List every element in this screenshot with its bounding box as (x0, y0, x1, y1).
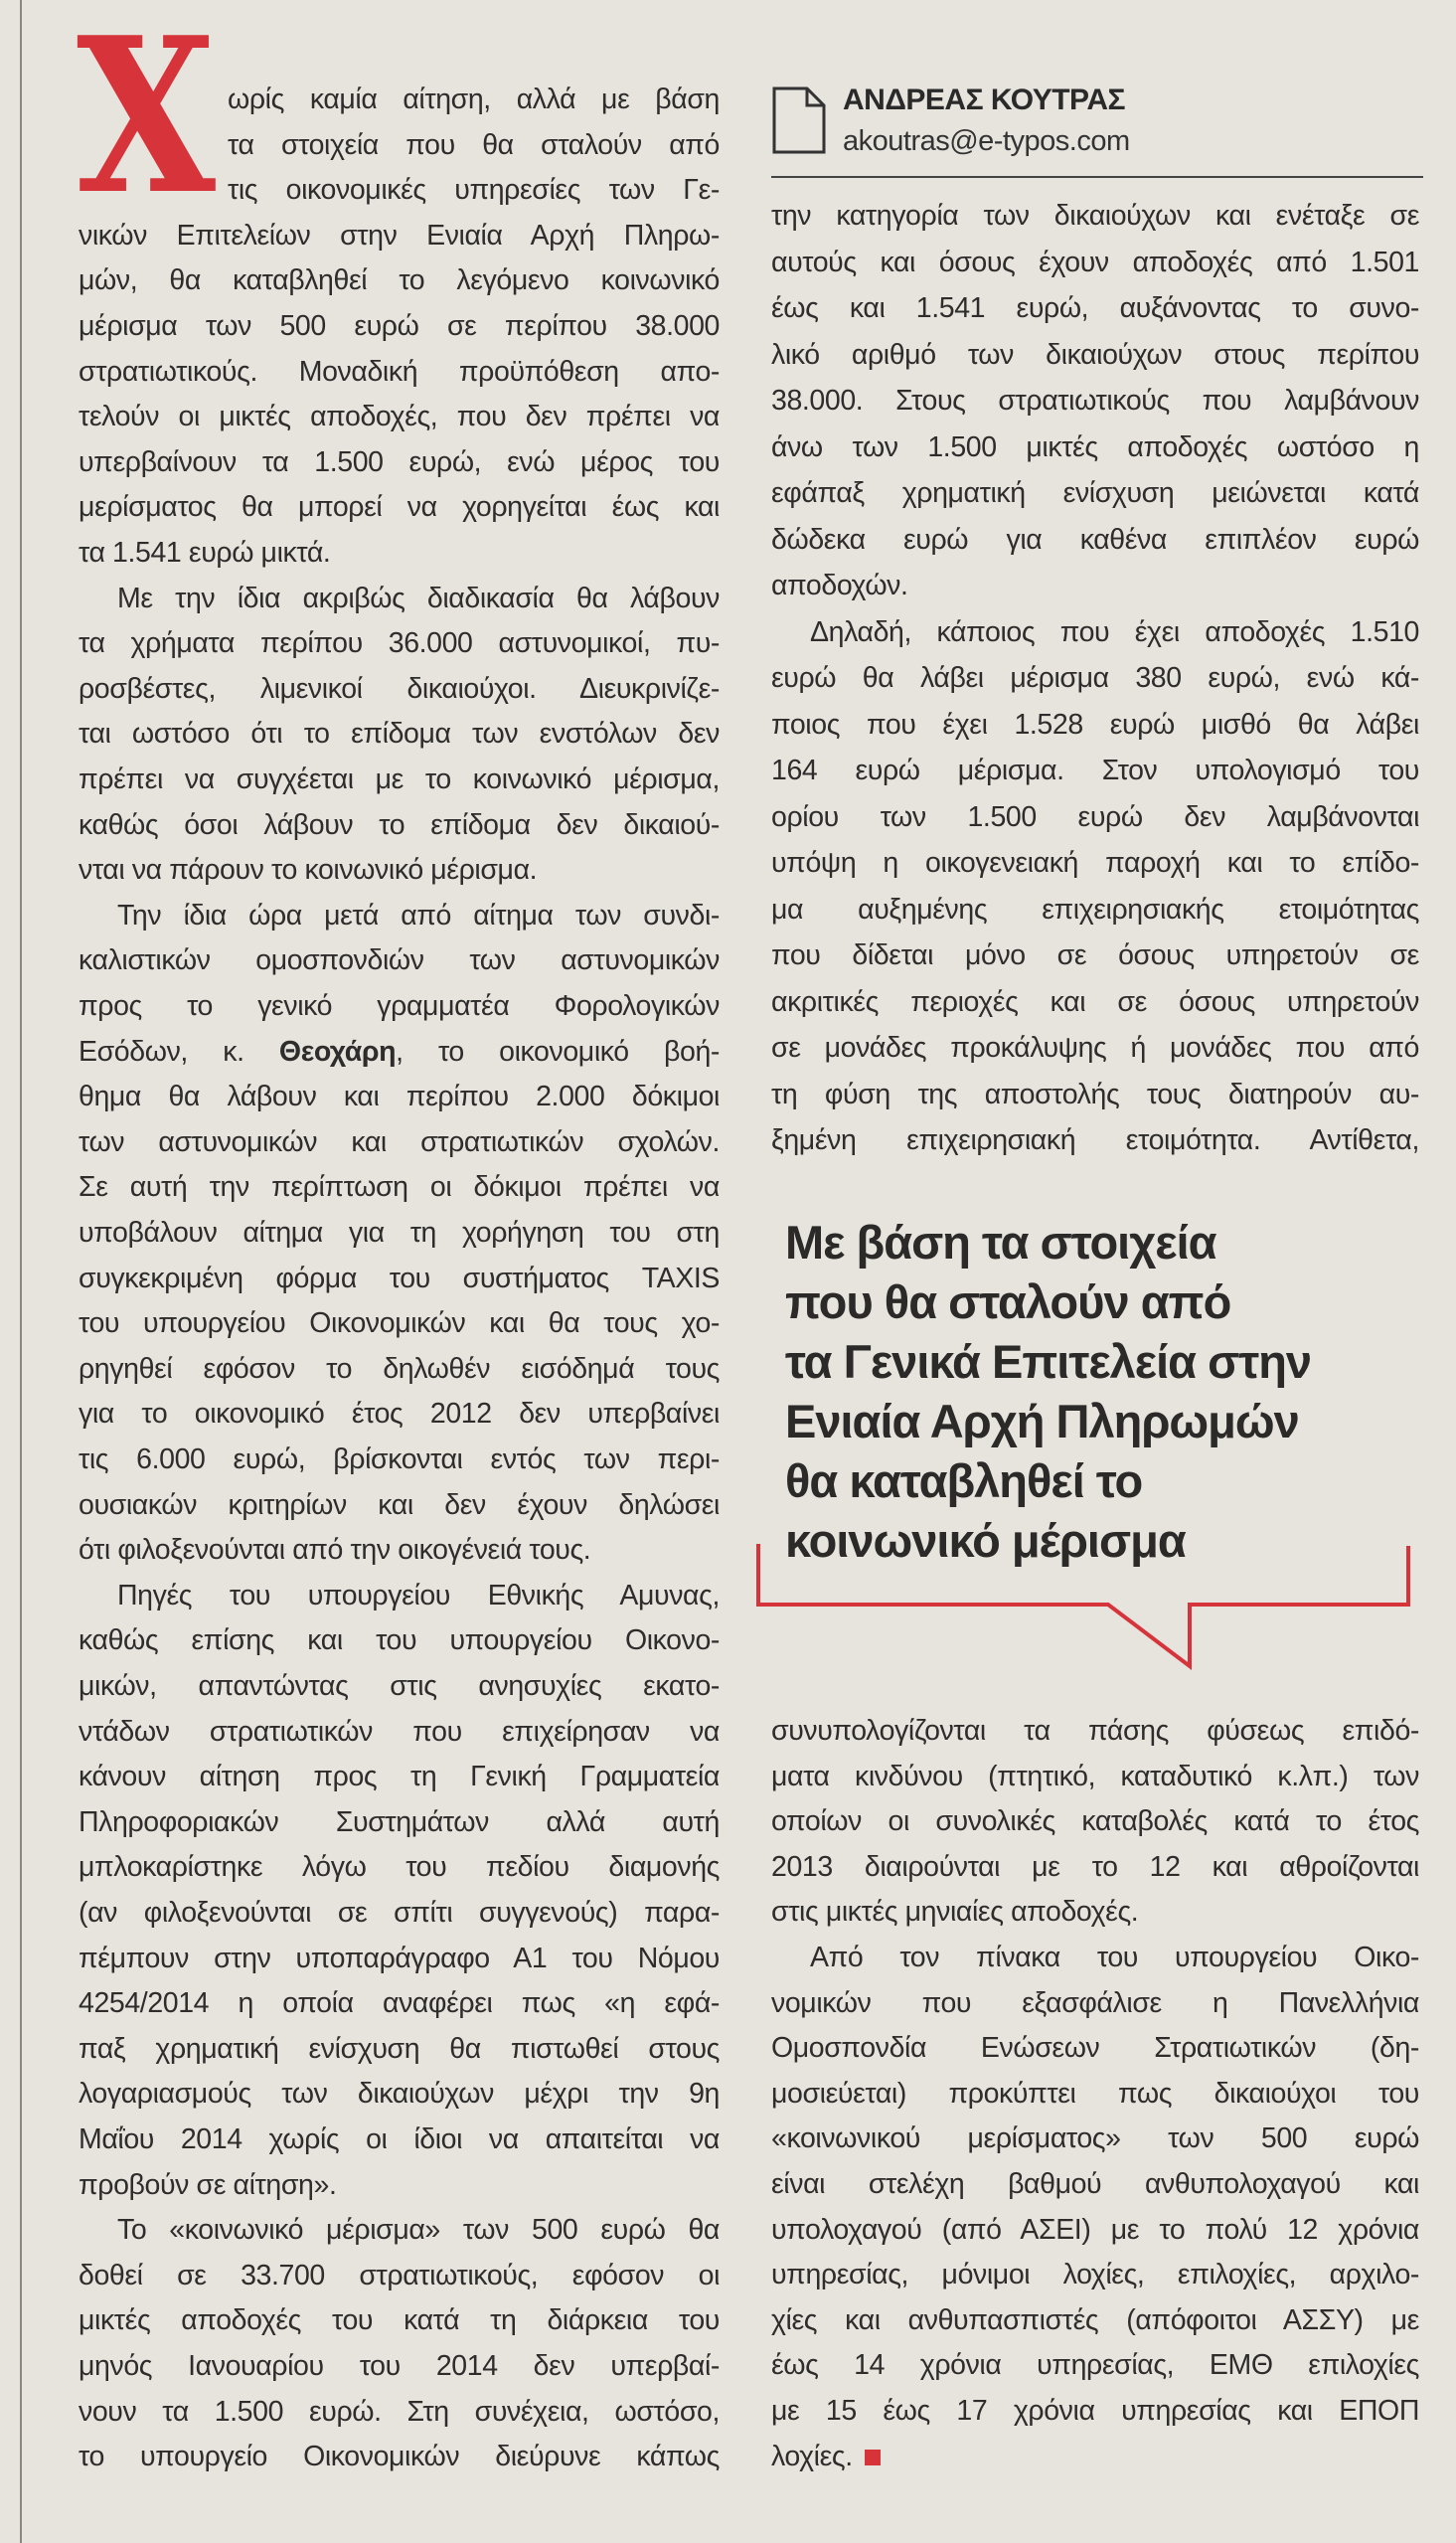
byline-divider (771, 176, 1423, 178)
text-line: συγκεκριμένη φόρμα του συστήματος TAXIS (79, 1262, 720, 1294)
text-line: μέρισμα των 500 ευρώ σε περίπου 38.000 (79, 310, 720, 342)
text-line: τα 1.541 ευρώ μικτά. (79, 537, 331, 569)
text-line: λογαριασμούς των δικαιούχων μέχρι την 9η (79, 2078, 720, 2111)
text-line: πρέπει να συγχέεται με το κοινωνικό μέρισμα, (79, 763, 720, 795)
text-line: Την ίδια ώρα μετά από αίτημα των συνδι- (117, 899, 720, 932)
text-line: ουσιακών κριτηρίων και δεν έχουν δηλώσει (79, 1488, 720, 1521)
text-line: έως και 1.541 ευρώ, αυξάνοντας το συνο- (771, 292, 1419, 324)
drop-cap (76, 0, 217, 242)
text-line: άνω των 1.500 μικτές αποδοχές ωστόσο η (771, 430, 1419, 463)
text-line: ται ωστόσο ότι το επίδομα των ενστόλων δεν (79, 718, 720, 751)
text-line: Πληροφοριακών Συστημάτων αλλά αυτή (79, 1805, 720, 1838)
text-line: 38.000. Στους στρατιωτικούς που λαμβάνουν (771, 385, 1419, 417)
document-icon (771, 85, 827, 155)
text-line: μερίσματος θα μπορεί να χορηγείται έως και (79, 491, 720, 524)
text-line: ποιος που έχει 1.528 ευρώ μισθό θα λάβει (771, 708, 1419, 741)
text-line: στρατιωτικούς. Μοναδική προϋπόθεση απο- (79, 355, 720, 388)
page-edge-rule (20, 0, 22, 2543)
text-line: τελούν οι μικτές αποδοχές, που δεν πρέπει να (79, 401, 720, 433)
text-line: μα αυξημένης επιχειρησιακής ετοιμότητας (771, 893, 1419, 926)
author-name: ΑΝΔΡΕΑΣ ΚΟΥΤΡΑΣ (843, 84, 1125, 116)
text-line: ότι φιλοξενούνται από την οικογένειά τους. (79, 1534, 591, 1567)
text-line: θημα θα λάβουν και περίπου 2.000 δόκιμοι (79, 1081, 720, 1113)
text-line: αυτούς και όσους έχουν αποδοχές από 1.501 (771, 246, 1419, 278)
pull-quote-line: τα Γενικά Επιτελεία στην (785, 1335, 1312, 1388)
text-line: μών, θα καταβληθεί το λεγόμενο κοινωνικό (79, 264, 720, 297)
text-line: υπηρεσίας, μόνιμοι λοχίες, επιλοχίες, αρχιλο- (771, 2259, 1419, 2291)
text-line: εφάπαξ χρηματική ενίσχυση μειώνεται κατά (771, 477, 1419, 509)
text-line: καθώς επίσης και του υπουργείου Οικονο- (79, 1624, 720, 1657)
text-line: τις 6.000 ευρώ, βρίσκονται εντός των περι- (79, 1443, 720, 1475)
text-line: ωρίς καμία αίτηση, αλλά με βάση (228, 84, 720, 115)
text-line: Το «κοινωνικό μέρισμα» των 500 ευρώ θα (117, 2214, 720, 2247)
text-line: των αστυνομικών και στρατιωτικών σχολών. (79, 1125, 720, 1158)
text-line: μικών, απαντώντας στις ανησυχίες εκατο- (79, 1670, 720, 1702)
text-line: οποίων οι συνολικές καταβολές κατά το έτος (771, 1805, 1419, 1838)
text-line: κάνουν αίτηση προς τη Γενική Γραμματεία (79, 1761, 720, 1793)
text-line: ματα κινδύνου (πτητικό, καταδυτικό κ.λπ.) των (771, 1760, 1419, 1792)
text-line: νται να πάρουν το κοινωνικό μέρισμα. (79, 854, 538, 887)
text-line: παξ χρηματική ενίσχυση θα πιστωθεί στους (79, 2032, 720, 2065)
text-line: Από τον πίνακα του υπουργείου Οικο- (810, 1942, 1419, 1973)
text-line: 4254/2014 η οποία αναφέρει πως «η εφά- (79, 1987, 720, 2020)
pull-quote-line: Ενιαία Αρχή Πληρωμών (785, 1395, 1299, 1447)
text-line: είναι στελέχη βαθμού ανθυπολοχαγού και (771, 2168, 1419, 2200)
text-line: Πηγές του υπουργείου Εθνικής Αμυνας, (117, 1579, 720, 1611)
pull-quote (785, 1213, 1411, 1571)
text-line: με 15 έως 17 χρόνια υπηρεσίας και ΕΠΟΠ (771, 2395, 1419, 2427)
pull-quote-line: Με βάση τα στοιχεία (785, 1216, 1216, 1269)
text-line: χίες και ανθυπασπιστές (απόφοιτοι ΑΣΣΥ) με (771, 2303, 1419, 2336)
text-line: δώδεκα ευρώ για καθένα επιπλέον ευρώ (771, 523, 1419, 556)
text-line: ορίου των 1.500 ευρώ δεν λαμβάνονται (771, 800, 1419, 833)
text-line: λοχίες. (771, 2435, 1419, 2480)
text-line: υπολοχαγού (από ΑΣΕΙ) με το πολύ 12 χρόνια (771, 2213, 1419, 2246)
text-line: αποδοχών. (771, 570, 908, 601)
text-line: σε μονάδες προκάλυψης ή μονάδες που από (771, 1032, 1419, 1064)
text-line: τις οικονομικές υπηρεσίες των Γε- (228, 174, 720, 207)
text-line: τη φύση της αποστολής τους διατηρούν αυ- (771, 1078, 1419, 1110)
text-line: 2013 διαιρούνται με το 12 και αθροίζονται (771, 1850, 1419, 1883)
text-line: νουν τα 1.500 ευρώ. Στη συνέχεια, ωστόσο, (79, 2395, 720, 2428)
text-line: Δηλαδή, κάποιος που έχει αποδοχές 1.510 (810, 615, 1419, 648)
drop-cap-letter: Χ (77, 0, 217, 242)
text-line: προς το γενικό γραμματέα Φορολογικών (79, 990, 720, 1022)
text-line: για το οικονομικό έτος 2012 δεν υπερβαίνει (79, 1398, 720, 1431)
text-line: υπερβαίνουν τα 1.500 ευρώ, ενώ μέρος του (79, 445, 720, 478)
text-line: τα χρήματα περίπου 36.000 αστυνομικοί, πυ- (79, 627, 720, 660)
text-line: τα στοιχεία που θα σταλούν από (228, 128, 720, 161)
text-line: Με την ίδια ακριβώς διαδικασία θα λάβουν (117, 582, 720, 614)
text-line: Μαΐου 2014 χωρίς οι ίδιοι να απαιτείται να (79, 2123, 720, 2155)
pull-quote-line: θα καταβληθεί το (785, 1454, 1143, 1507)
text-line: μηνός Ιανουαρίου του 2014 δεν υπερβαί- (79, 2350, 720, 2382)
bold-name: Θεοχάρη (278, 1035, 397, 1068)
text-line: «κοινωνικού μερίσματος» των 500 ευρώ (771, 2122, 1419, 2155)
text-line: συνυπολογίζονται τα πάσης φύσεως επιδό- (771, 1715, 1419, 1747)
text-line: έως 14 χρόνια υπηρεσίας, ΕΜΘ επιλοχίες (771, 2349, 1419, 2382)
text-line: νομικών που εξασφάλισε η Πανελλήνια (771, 1986, 1419, 2019)
text-line: ευρώ θα λάβει μέρισμα 380 ευρώ, ενώ κά- (771, 662, 1419, 694)
text-line: μοσιεύεται) προκύπτει πως δικαιούχοι του (771, 2077, 1419, 2110)
text-line: λικό αριθμό των δικαιούχων στους περίπου (771, 338, 1419, 371)
text-line: την κατηγορία των δικαιούχων και ενέταξε σε (771, 200, 1419, 232)
author-email[interactable]: akoutras@e-typos.com (843, 125, 1130, 157)
text-line: 164 ευρώ μέρισμα. Στον υπολογισμό του (771, 755, 1419, 786)
text-line: ξημένη επιχειρησιακή ετοιμότητα. Αντίθετα, (771, 1124, 1419, 1156)
text-line: ρηγηθεί εφόσον το δηλωθέν εισόδημά τους (79, 1352, 720, 1385)
text-line: πέμπουν στην υποπαράγραφο Α1 του Νόμου (79, 1942, 720, 1974)
text-line: (αν φιλοξενούνται σε σπίτι συγγενούς) παρα- (79, 1897, 720, 1929)
text-line: καθώς όσοι λάβουν το επίδομα δεν δικαιού- (79, 808, 720, 841)
text-line: Εσόδων, κ. Θεοχάρη, το οικονομικό βοή- (79, 1035, 720, 1068)
text-line: που δίδεται μόνο σε όσους υπηρετούν σε (771, 939, 1419, 971)
text-line: υποβάλουν αίτημα για τη χορήγηση του στη (79, 1217, 720, 1249)
text-line: το υπουργείο Οικονομικών διεύρυνε κάπως (79, 2441, 720, 2473)
text-line: ντάδων στρατιωτικών που επιχείρησαν να (79, 1715, 720, 1748)
end-of-article-mark (865, 2450, 881, 2465)
text-line: νικών Επιτελείων στην Ενιαία Αρχή Πληρω- (79, 219, 720, 252)
text-line: καλιστικών ομοσπονδιών των αστυνομικών (79, 944, 720, 977)
text-line: Σε αυτή την περίπτωση οι δόκιμοι πρέπει να (79, 1171, 720, 1204)
text-line: δοθεί σε 33.700 στρατιωτικούς, εφόσον οι (79, 2259, 720, 2291)
text-line: μπλοκαρίστηκε λόγω του πεδίου διαμονής (79, 1851, 720, 1884)
pull-quote-line: που θα σταλούν από (785, 1275, 1231, 1328)
text-line: ροσβέστες, λιμενικοί δικαιούχοι. Διευκρινίζε- (79, 672, 720, 705)
text-line: μικτές αποδοχές του κατά τη διάρκεια του (79, 2304, 720, 2337)
text-line: Ομοσπονδία Ενώσεων Στρατιωτικών (δη- (771, 2032, 1419, 2065)
text-line: του υπουργείου Οικονομικών και θα τους χο- (79, 1307, 720, 1340)
text-line: ακριτικές περιοχές και σε όσους υπηρετούν (771, 985, 1419, 1018)
text-line: στις μικτές μηνιαίες αποδοχές. (771, 1896, 1139, 1929)
pull-quote-line: κοινωνικό μέρισμα (785, 1514, 1186, 1567)
text-line: υπόψη η οικογενειακή παροχή και το επίδο- (771, 847, 1419, 879)
text-line: προβούν σε αίτηση». (79, 2168, 337, 2201)
